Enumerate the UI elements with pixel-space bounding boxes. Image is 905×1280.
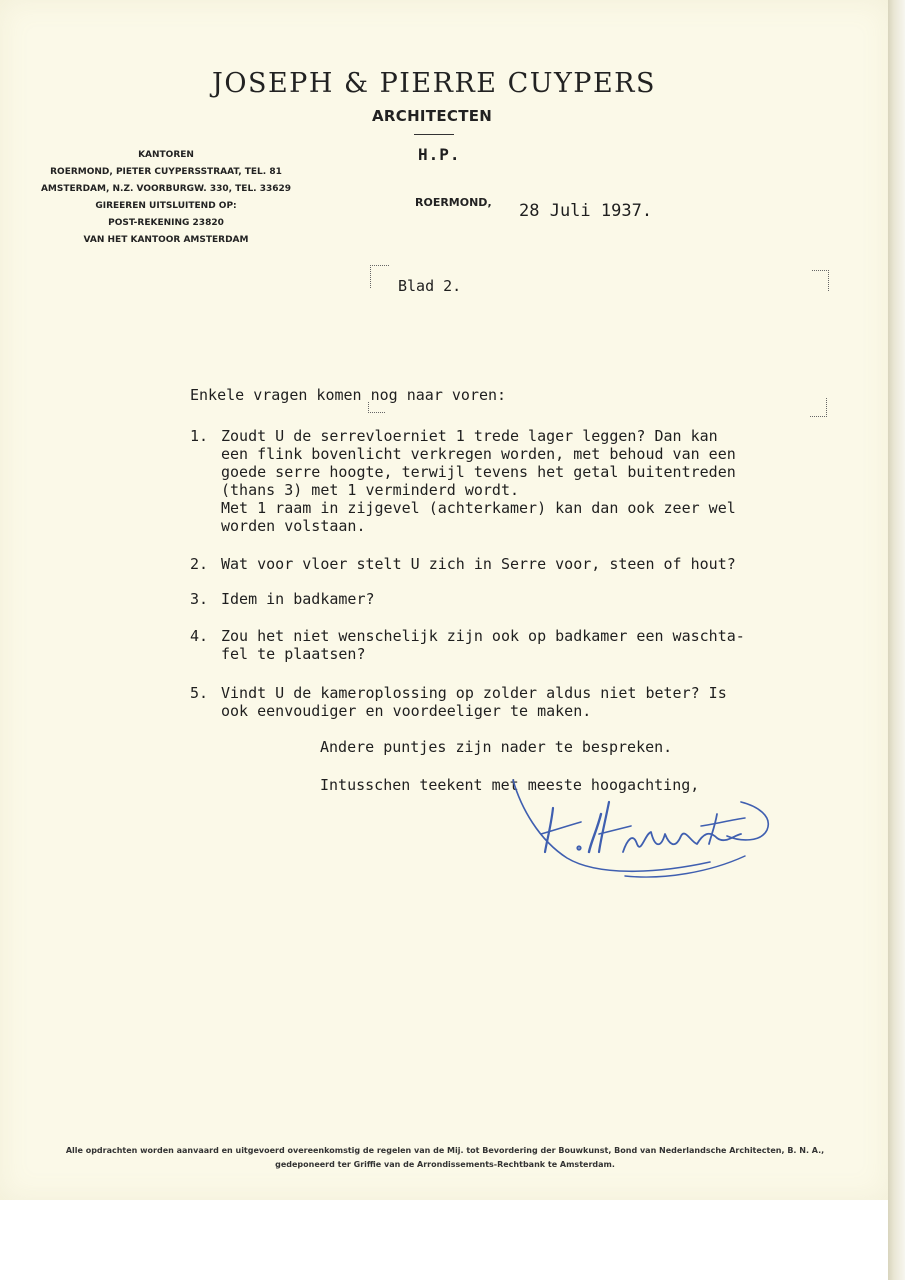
letterhead-subtitle: ARCHITECTEN — [372, 107, 493, 125]
question-number: 1. — [190, 427, 209, 445]
question-number: 5. — [190, 684, 209, 702]
giro-note: GIREEREN UITSLUITEND OP: — [95, 201, 237, 211]
question-number: 2. — [190, 555, 209, 573]
question-item — [190, 590, 850, 608]
question-item — [190, 627, 850, 663]
fold-mark-left — [370, 265, 389, 288]
giro-office: VAN HET KANTOOR AMSTERDAM — [83, 235, 249, 245]
office-roermond: ROERMOND, PIETER CUYPERSSTRAAT, TEL. 81 — [50, 167, 282, 177]
office-addresses — [36, 147, 296, 249]
dateline-place: ROERMOND, — [415, 196, 492, 209]
question-text: Zou het niet wenschelijk zijn ook op badkamer een waschta- fel te plaatsen? — [221, 627, 745, 663]
fold-mark-body-right — [810, 398, 827, 417]
footer-line-2: gedeponeerd ter Griffie van de Arrondissements-Rechtbank te Amsterdam. — [275, 1160, 615, 1169]
body-intro: Enkele vragen komen nog naar voren: — [190, 386, 507, 404]
dateline-date: 28 Juli 1937. — [519, 201, 653, 221]
closing-salutation: Intusschen teekent met meeste hoogachting, — [320, 776, 700, 794]
question-number: 4. — [190, 627, 209, 645]
question-item — [190, 427, 850, 535]
page-label: Blad 2. — [398, 277, 462, 295]
question-item — [190, 555, 850, 573]
offices-heading: KANTOREN — [138, 150, 194, 160]
giro-account: POST-REKENING 23820 — [108, 218, 224, 228]
question-item — [190, 684, 850, 720]
reference-initials: H.P. — [418, 145, 461, 164]
footer-line-1: Alle opdrachten worden aanvaard en uitgevoerd overeenkomstig de regelen van de Mij. tot Bevordering der Bouwkunst, Bond van Nederlandsche Architecten, B. N. A., — [65, 1146, 825, 1155]
question-text: Vindt U de kameroplossing op zolder aldus niet beter? Is ook eenvoudiger en voordeeliger te maken. — [221, 684, 727, 720]
question-text: Wat voor vloer stelt U zich in Serre voor, steen of hout? — [221, 555, 736, 573]
question-text: Zoudt U de serrevloerniet 1 trede lager leggen? Dan kan een flink bovenlicht verkregen worden, met behoud van een goede serre hoogte, terwijl tevens het getal buitentreden (thans 3) met 1 verminderd wordt. Met 1 raam in zijgevel (achterkamer) kan dan ook zeer wel worden volstaan. — [221, 427, 736, 535]
question-text: Idem in badkamer? — [221, 590, 375, 608]
question-number: 3. — [190, 590, 209, 608]
scan-edge-shadow — [888, 0, 905, 1280]
fold-mark-right — [812, 270, 829, 291]
handwritten-signature — [505, 778, 780, 888]
office-amsterdam: AMSTERDAM, N.Z. VOORBURGW. 330, TEL. 33629 — [40, 184, 292, 194]
letterhead-divider — [414, 134, 454, 135]
footer-terms — [20, 1144, 870, 1172]
closing-remark: Andere puntjes zijn nader te bespreken. — [320, 738, 673, 756]
letterhead-firm-name: JOSEPH & PIERRE CUYPERS — [212, 68, 657, 99]
